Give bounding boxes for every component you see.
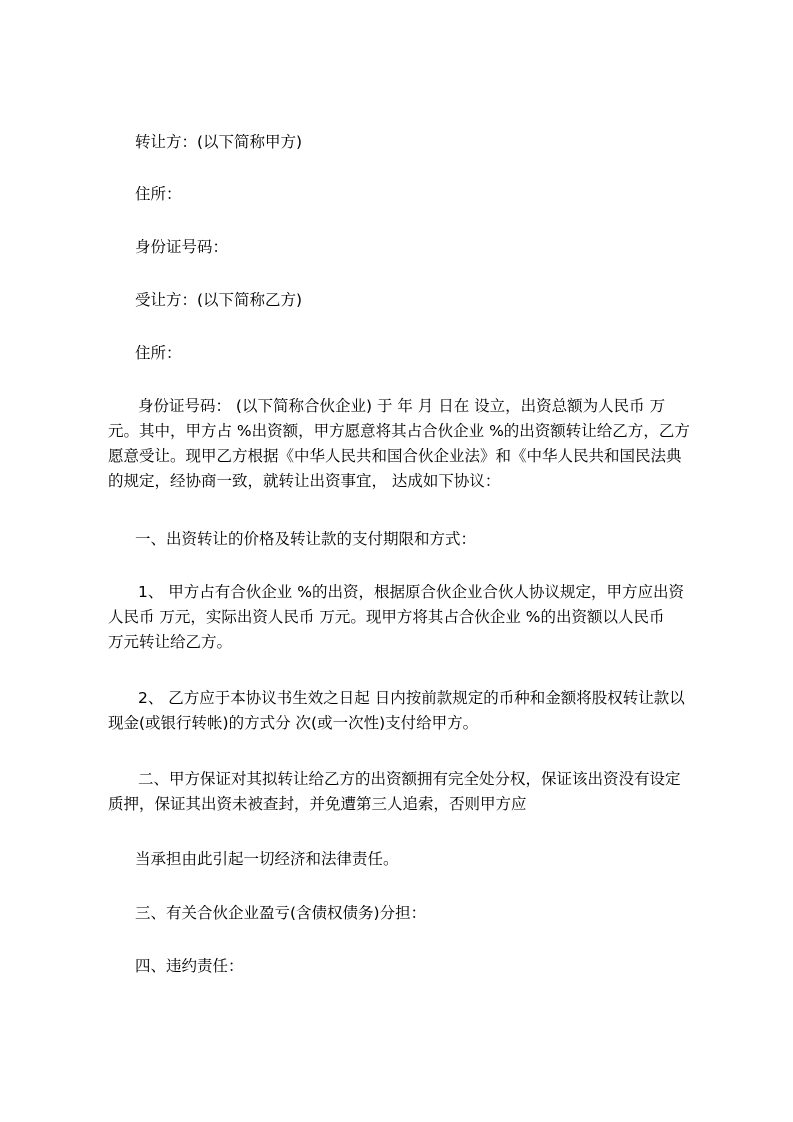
transferee-address-line: 住所： (135, 344, 182, 362)
clause-1-line: 1、 甲方占有合伙企业 %的出资，根据原合伙企业合伙人协议规定，甲方应出资 (138, 583, 684, 601)
section-1-title: 一、出资转让的价格及转让款的支付期限和方式： (135, 530, 477, 548)
preamble-line: 的规定，经协商一致，就转让出资事宜， 达成如下协议： (108, 472, 501, 490)
section-2-line: 质押，保证其出资未被查封，并免遭第三人追索，否则甲方应 (108, 795, 527, 813)
clause-1-line: 人民币 万元，实际出资人民币 万元。现甲方将其占合伙企业 %的出资额以人民币 (108, 608, 665, 626)
clause-2-line: 现金(或银行转帐)的方式分 次(或一次性)支付给甲方。 (108, 714, 479, 732)
section-4-title: 四、违约责任： (135, 957, 244, 975)
preamble-line: 愿意受让。现甲乙方根据《中华人民共和国合伙企业法》和《中华人民共和国民法典 (108, 447, 682, 465)
clause-1-paragraph (108, 580, 708, 655)
transferor-id-line: 身份证号码： (135, 238, 229, 256)
preamble-paragraph (108, 394, 708, 494)
section-2-paragraph (108, 767, 708, 817)
transferor-address-line: 住所： (135, 185, 182, 203)
section-3-title: 三、有关合伙企业盈亏(含债权债务)分担： (135, 904, 427, 922)
preamble-line: 身份证号码： (以下简称合伙企业) 于 年 月 日在 设立，出资总额为人民币 万 (138, 397, 666, 415)
clause-2-paragraph (108, 686, 708, 736)
section-2-continued: 当承担由此引起一切经济和法律责任。 (135, 850, 399, 868)
preamble-line: 元。其中，甲方占 %出资额，甲方愿意将其占合伙企业 %的出资额转让给乙方，乙方 (108, 422, 690, 440)
transferee-line: 受让方：(以下简称乙方) (135, 291, 303, 309)
clause-2-line: 2、 乙方应于本协议书生效之日起 日内按前款规定的币种和金额将股权转让款以 (138, 689, 685, 707)
clause-1-line: 万元转让给乙方。 (108, 633, 233, 651)
transferor-line: 转让方：(以下简称甲方) (135, 133, 303, 151)
section-2-line: 二、甲方保证对其拟转让给乙方的出资额拥有完全处分权，保证该出资没有设定 (138, 770, 681, 788)
